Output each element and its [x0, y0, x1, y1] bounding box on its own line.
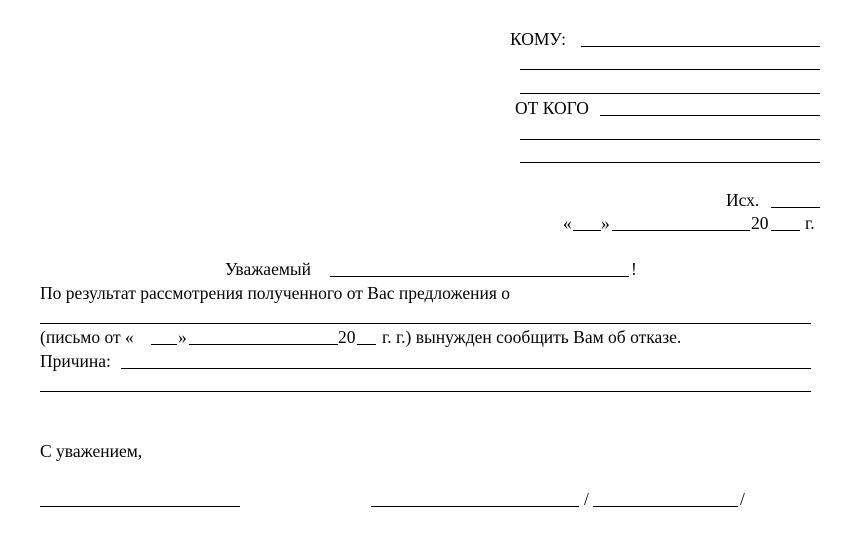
reason-line-1[interactable] [121, 368, 811, 369]
date-day-line[interactable] [573, 230, 601, 231]
to-field-line-2[interactable] [520, 69, 820, 70]
date-open-quote: « [563, 213, 572, 233]
proposal-subject-line[interactable] [40, 323, 811, 324]
reason-line-2[interactable] [40, 391, 811, 392]
date-year-prefix: 20 [751, 213, 769, 233]
signature-line[interactable] [371, 506, 579, 507]
body-line-1: По результат рассмотрения полученного от Вас предложения о [40, 283, 510, 303]
date-year-line[interactable] [771, 230, 800, 231]
name-line[interactable] [593, 506, 738, 507]
date-year-suffix: г. [805, 213, 815, 233]
from-field-line-2[interactable] [520, 139, 820, 140]
from-field-line-3[interactable] [520, 162, 820, 163]
addressee-name-line[interactable] [330, 276, 629, 277]
date-month-line[interactable] [612, 230, 750, 231]
regards: С уважением, [40, 441, 143, 461]
position-line[interactable] [40, 506, 240, 507]
salutation: Уважаемый [225, 259, 312, 279]
to-field-line-1[interactable] [581, 46, 820, 47]
reason-label: Причина: [40, 351, 111, 371]
signature-slash-2: / [740, 489, 745, 509]
letter-prefix: (письмо от « [40, 327, 134, 347]
signature-slash-1: / [584, 489, 589, 509]
letter-year-prefix: 20 [338, 327, 356, 347]
to-label: КОМУ: [510, 29, 567, 49]
ref-label: Исх. [726, 190, 760, 210]
to-field-line-3[interactable] [520, 93, 820, 94]
letter-year-line[interactable] [357, 344, 376, 345]
from-label: ОТ КОГО [515, 98, 589, 118]
from-field-line-1[interactable] [600, 115, 820, 116]
date-close-quote: » [601, 213, 610, 233]
salutation-end: ! [631, 259, 637, 279]
letter-quote-close: » [178, 327, 187, 347]
letter-day-line[interactable] [151, 344, 177, 345]
letter-tail: г. г.) вынужден сообщить Вам об отказе. [382, 327, 682, 347]
ref-number-line[interactable] [771, 207, 820, 208]
letter-month-line[interactable] [189, 344, 338, 345]
